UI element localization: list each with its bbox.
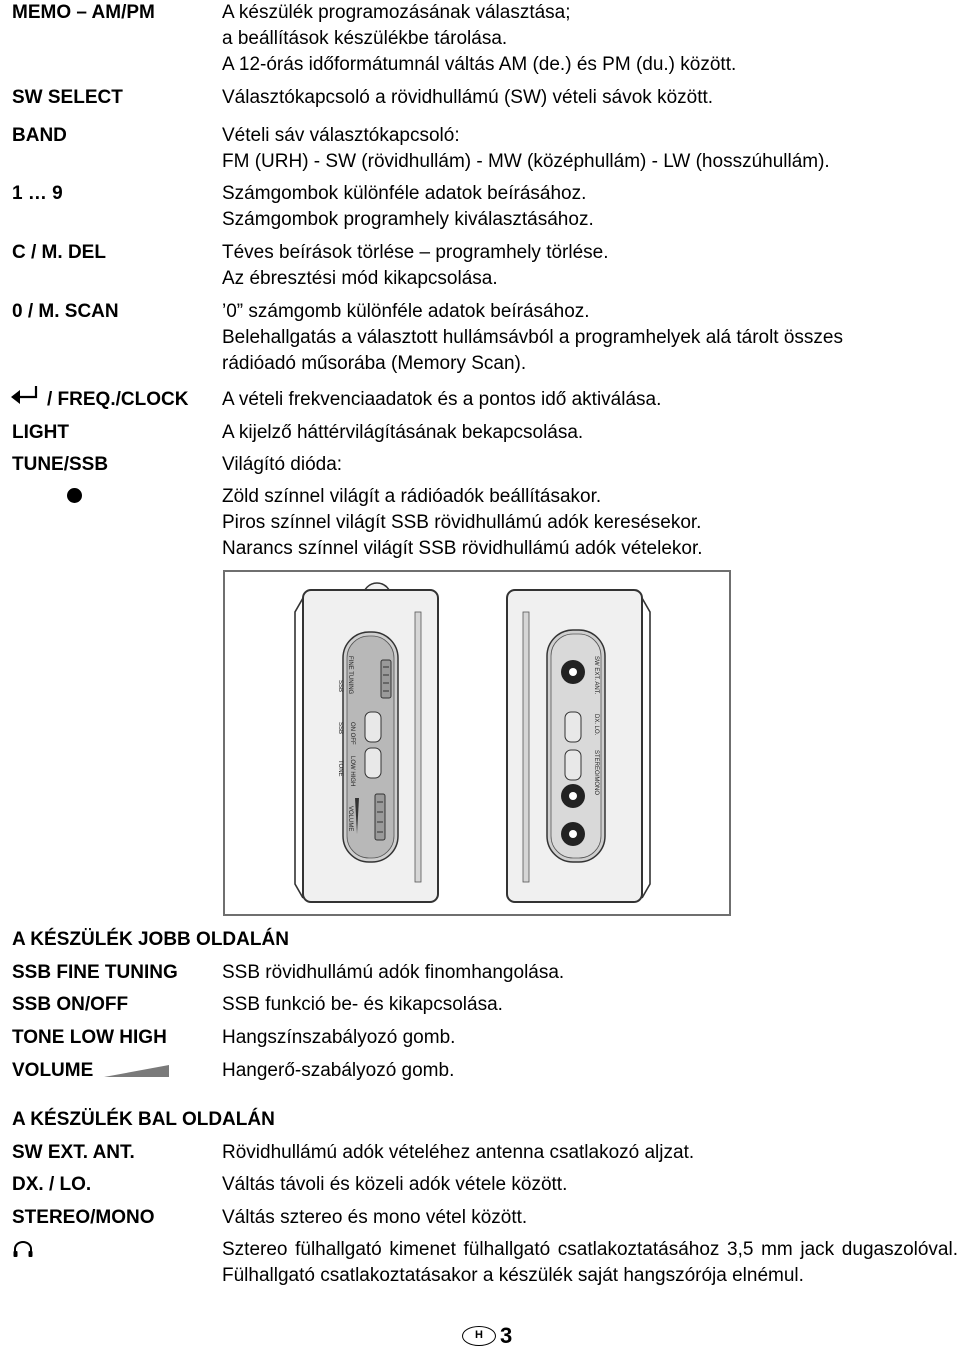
label-on-off: ON OFF [349, 722, 355, 745]
desc-freq-clock: A vételi frekvenciaadatok és a pontos idő aktiválása. [222, 389, 662, 410]
desc-sw-select: Választókapcsoló a rövidhullámú (SW) vételi sávok között. [222, 87, 714, 108]
desc-0-mscan-line-1: ’0” számgomb különféle adatok beírásához. [222, 301, 590, 322]
desc-memo-line-1: A készülék programozásának választása; [222, 2, 571, 23]
desc-headphone: Sztereo fülhallgató kimenet fülhallgató csatlakoztatásához 3,5 mm jack dugaszolóval. Fülhallgató csatlakoztatásakor a készülék saját hangszórója elnémul. [222, 1239, 958, 1286]
desc-led-line-3: Narancs színnel világít SSB rövidhullámú adók vételekor. [222, 538, 703, 559]
desc-ssb-fine-tuning: SSB rövidhullámú adók finomhangolása. [222, 962, 565, 983]
term-sw-ext-ant: SW EXT. ANT. [12, 1142, 135, 1163]
left-side-panel [507, 590, 650, 902]
desc-numbers-line-2: Számgombok programhely kiválasztásához. [222, 209, 594, 230]
term-c-mdel: C / M. DEL [12, 242, 106, 263]
desc-led-line-1: Zöld színnel világít a rádióadók beállításakor. [222, 486, 602, 507]
label-ssb-top: SSB [337, 680, 343, 693]
term-band: BAND [12, 125, 67, 146]
desc-ssb-on-off: SSB funkció be- és kikapcsolása. [222, 994, 503, 1015]
label-fine-tuning: FINE TUNING [347, 656, 353, 695]
label-dx-lo: DX. LO. [593, 714, 599, 736]
term-freq-clock: / FREQ./CLOCK [47, 389, 189, 410]
term-ssb-on-off: SSB ON/OFF [12, 994, 129, 1015]
device-sides-drawing [225, 572, 729, 914]
desc-band-line-1: Vételi sáv választókapcsoló: [222, 125, 460, 146]
desc-memo-line-2: a beállítások készülékbe tárolása. [222, 28, 508, 49]
term-sw-select: SW SELECT [12, 87, 123, 108]
device-sides-figure [223, 570, 731, 916]
term-numbers: 1 … 9 [12, 183, 63, 204]
term-dx-lo: DX. / LO. [12, 1174, 92, 1195]
desc-volume: Hangerő-szabályozó gomb. [222, 1060, 455, 1081]
desc-tone: Hangszínszabályozó gomb. [222, 1027, 456, 1048]
term-tune-ssb: TUNE/SSB [12, 454, 109, 475]
term-stereo-mono: STEREO/MONO [12, 1207, 155, 1228]
section-title-right: A KÉSZÜLÉK JOBB OLDALÁN [12, 929, 289, 950]
desc-band-line-2: FM (URH) - SW (rövidhullám) - MW (középhullám) - LW (hosszúhullám). [222, 151, 830, 172]
section-title-left: A KÉSZÜLÉK BAL OLDALÁN [12, 1109, 275, 1130]
label-ssb-mid: SSB [337, 722, 343, 735]
desc-sw-ext-ant: Rövidhullámú adók vételéhez antenna csatlakozó aljzat. [222, 1142, 695, 1163]
desc-memo-line-3: A 12-órás időformátumnál váltás AM (de.) és PM (du.) között. [222, 54, 737, 75]
term-light: LIGHT [12, 422, 69, 443]
desc-0-mscan-line-2: Belehallgatás a választott hullámsávból a programhelyek alá tárolt összes [222, 327, 843, 348]
desc-led-line-2: Piros színnel világít SSB rövidhullámú adók keresésekor. [222, 512, 702, 533]
country-badge: H [462, 1326, 496, 1346]
term-0-mscan: 0 / M. SCAN [12, 301, 119, 322]
desc-light: A kijelző háttérvilágításának bekapcsolása. [222, 422, 584, 443]
volume-wedge-icon [104, 1064, 170, 1078]
desc-tune-ssb: Világító dióda: [222, 454, 343, 475]
enter-arrow-icon [10, 384, 40, 406]
page-number: 3 [500, 1323, 513, 1348]
desc-c-mdel-line-1: Téves beírások törlése – programhely törlése. [222, 242, 609, 263]
led-dot-icon [67, 488, 82, 503]
desc-stereo-mono: Váltás sztereo és mono vétel között. [222, 1207, 528, 1228]
term-tone: TONE LOW HIGH [12, 1027, 167, 1048]
desc-numbers-line-1: Számgombok különféle adatok beírásához. [222, 183, 587, 204]
right-side-panel [295, 583, 438, 902]
desc-c-mdel-line-2: Az ébresztési mód kikapcsolása. [222, 268, 498, 289]
label-sw-ext-ant: SW EXT. ANT. [593, 656, 599, 695]
label-volume: VOLUME [347, 806, 353, 832]
term-volume: VOLUME [12, 1060, 94, 1081]
headphone-icon [12, 1240, 34, 1258]
term-ssb-fine-tuning: SSB FINE TUNING [12, 962, 178, 983]
label-tone: TONE [337, 760, 343, 777]
label-low-high: LOW HIGH [349, 756, 355, 787]
desc-dx-lo: Váltás távoli és közeli adók vétele között. [222, 1174, 568, 1195]
desc-0-mscan-line-3: rádióadó műsorába (Memory Scan). [222, 353, 527, 374]
term-memo-ampm: MEMO – AM/PM [12, 2, 155, 23]
label-stereo-mono: STEREO/MONO [593, 750, 599, 796]
